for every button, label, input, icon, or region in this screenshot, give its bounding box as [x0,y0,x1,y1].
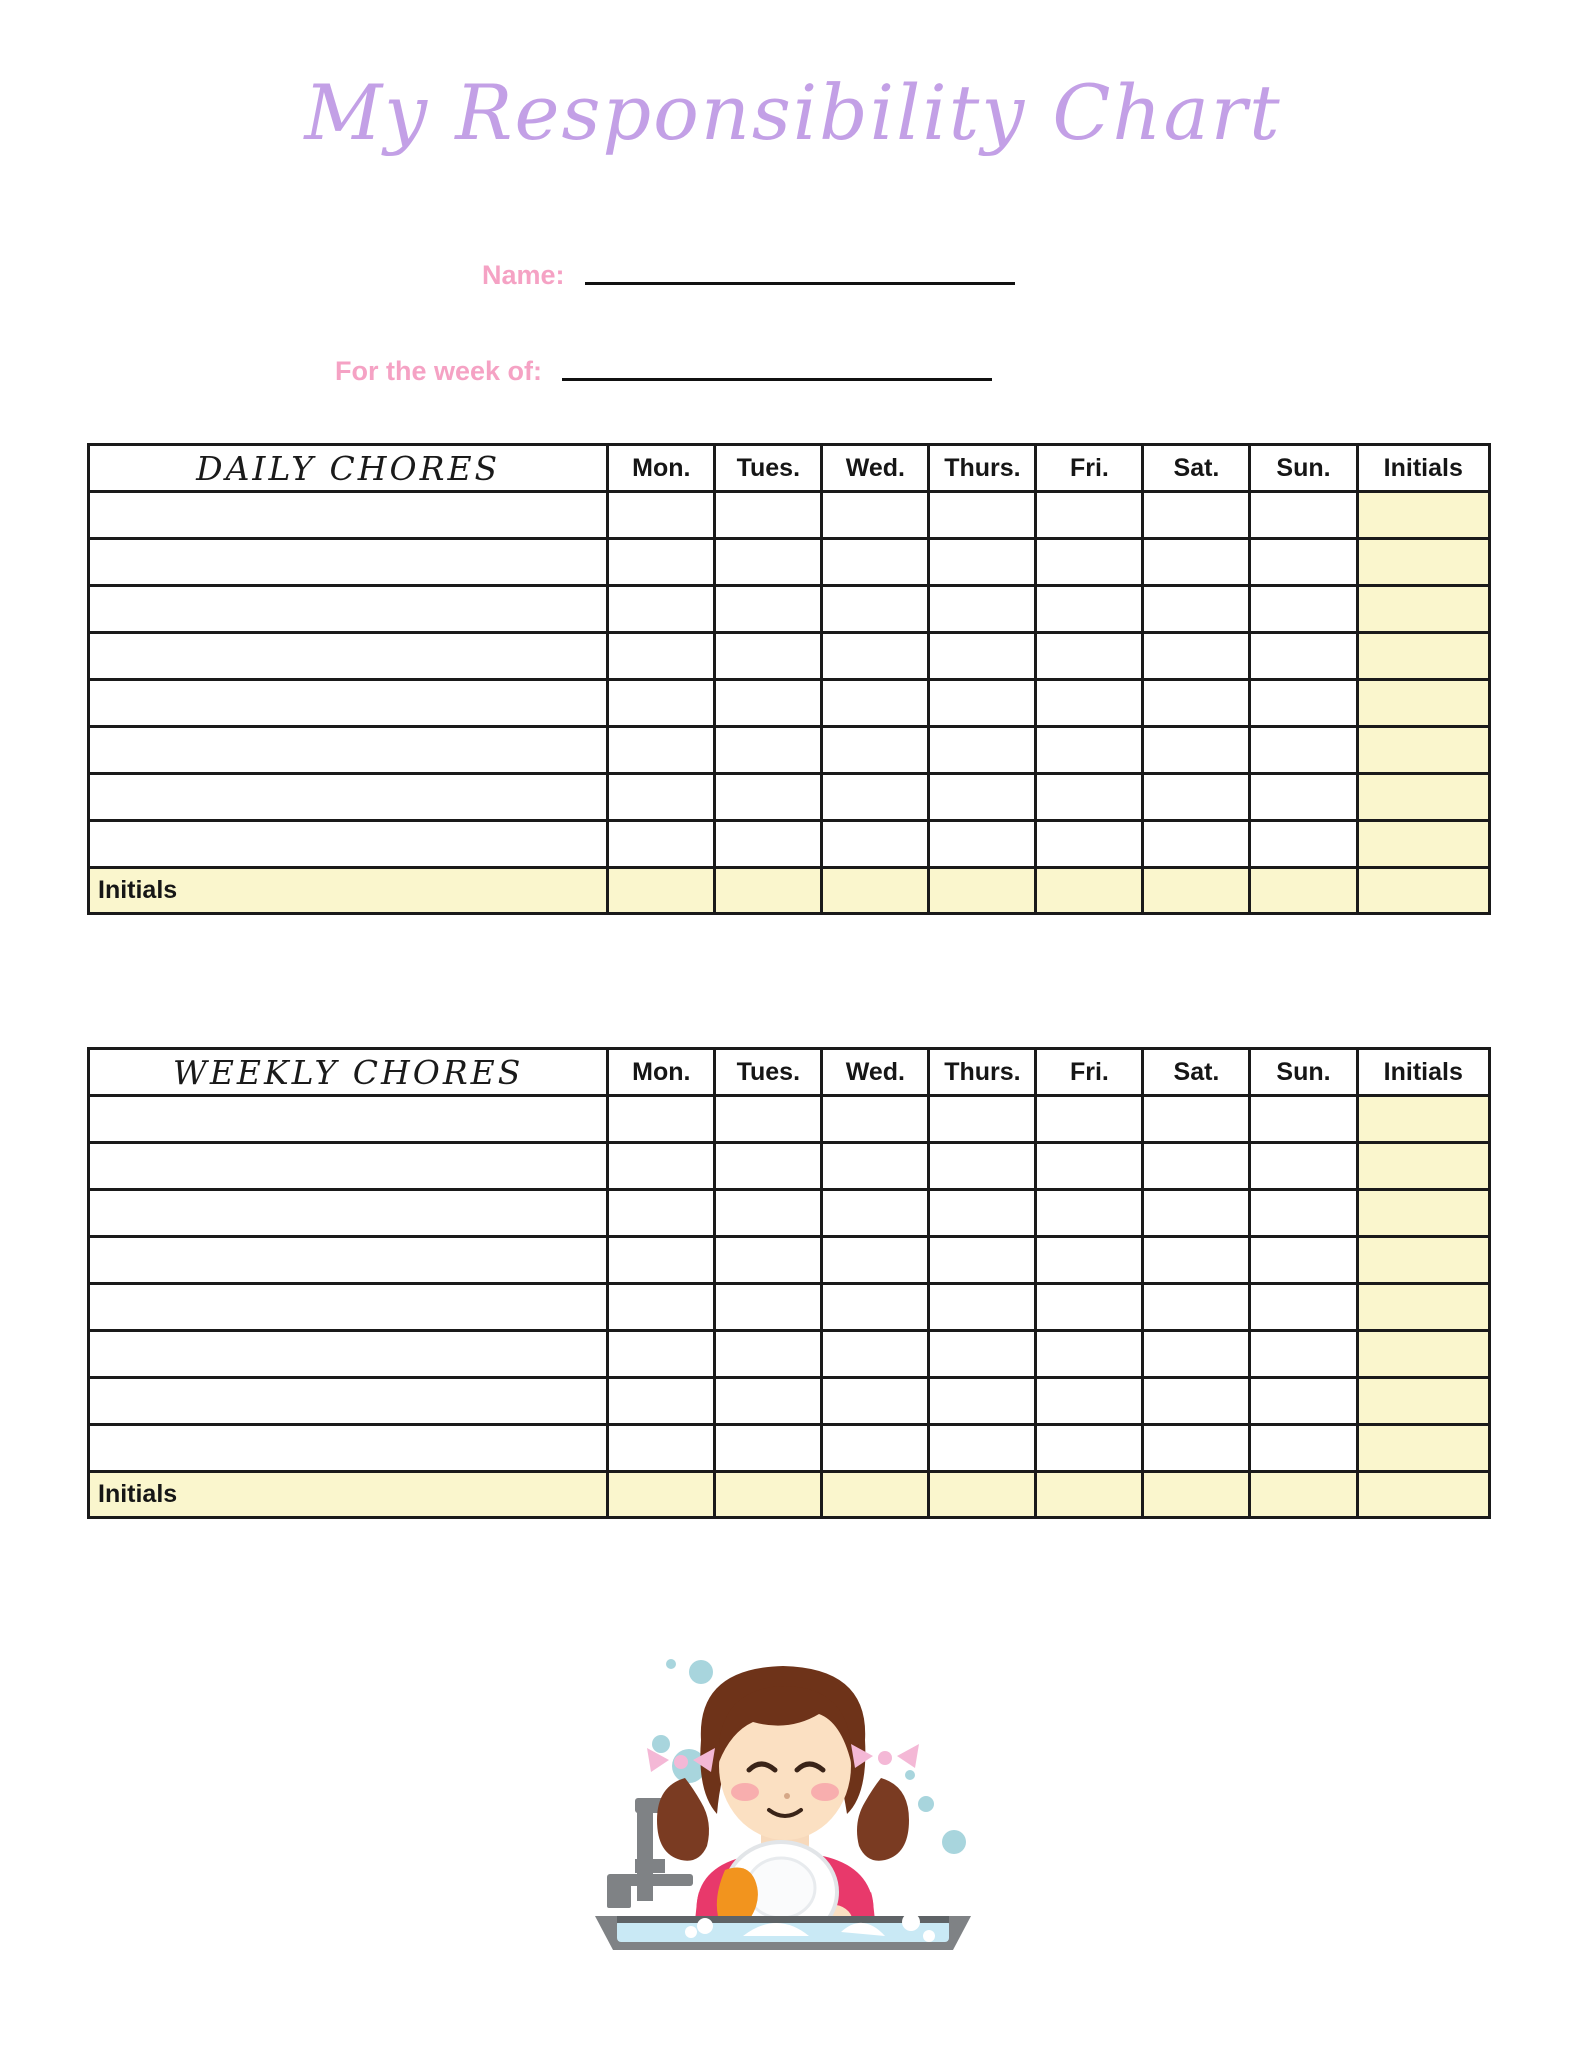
day-cell-fri[interactable] [1036,1096,1143,1143]
task-cell[interactable] [89,1143,608,1190]
column-header-thurs: Thurs. [929,1049,1036,1096]
column-header-wed: Wed. [822,445,929,492]
column-header-fri: Fri. [1036,445,1143,492]
day-cell-wed[interactable] [822,1190,929,1237]
column-header-thurs: Thurs. [929,445,1036,492]
table-row [89,1425,1490,1472]
day-cell-wed[interactable] [822,492,929,539]
day-cell-sun[interactable] [1250,633,1357,680]
initials-cell[interactable] [1357,1378,1490,1425]
day-cell-tues[interactable] [715,680,822,727]
week-of-label: For the week of: [335,356,543,386]
day-cell-sun[interactable] [1250,680,1357,727]
initials-day-cell-thurs[interactable] [929,1472,1036,1518]
task-cell[interactable] [89,1425,608,1472]
task-cell[interactable] [89,727,608,774]
day-cell-sat[interactable] [1143,1143,1250,1190]
day-cell-thurs[interactable] [929,680,1036,727]
day-cell-thurs[interactable] [929,727,1036,774]
day-cell-fri[interactable] [1036,774,1143,821]
task-cell[interactable] [89,492,608,539]
day-cell-thurs[interactable] [929,539,1036,586]
table-row [89,1190,1490,1237]
task-cell[interactable] [89,1284,608,1331]
initials-day-cell-tues[interactable] [715,1472,822,1518]
day-cell-wed[interactable] [822,1143,929,1190]
left-pigtail [657,1778,709,1861]
day-cell-thurs[interactable] [929,1096,1036,1143]
day-cell-sun[interactable] [1250,1190,1357,1237]
day-cell-thurs[interactable] [929,1190,1036,1237]
day-cell-sat[interactable] [1143,586,1250,633]
day-cell-sat[interactable] [1143,633,1250,680]
day-cell-thurs[interactable] [929,492,1036,539]
initials-cell[interactable] [1357,1143,1490,1190]
day-cell-fri[interactable] [1036,1378,1143,1425]
initials-cell[interactable] [1357,586,1490,633]
day-cell-tues[interactable] [715,1190,822,1237]
day-cell-mon[interactable] [608,821,715,868]
day-cell-fri[interactable] [1036,680,1143,727]
initials-day-cell-wed[interactable] [822,868,929,914]
initials-day-cell-sun[interactable] [1250,1472,1357,1518]
day-cell-sun[interactable] [1250,539,1357,586]
day-cell-mon[interactable] [608,680,715,727]
initials-cell[interactable] [1357,1190,1490,1237]
day-cell-tues[interactable] [715,1331,822,1378]
table-row [89,492,1490,539]
initials-cell[interactable] [1357,821,1490,868]
day-cell-mon[interactable] [608,774,715,821]
day-cell-fri[interactable] [1036,1331,1143,1378]
day-cell-wed[interactable] [822,586,929,633]
day-cell-mon[interactable] [608,1378,715,1425]
day-cell-mon[interactable] [608,1425,715,1472]
day-cell-thurs[interactable] [929,633,1036,680]
initials-day-cell-thurs[interactable] [929,868,1036,914]
day-cell-sun[interactable] [1250,492,1357,539]
task-cell[interactable] [89,1190,608,1237]
day-cell-sat[interactable] [1143,1096,1250,1143]
day-cell-sun[interactable] [1250,1096,1357,1143]
task-cell[interactable] [89,1331,608,1378]
column-header-mon: Mon. [608,445,715,492]
day-cell-fri[interactable] [1036,586,1143,633]
initials-cell[interactable] [1357,727,1490,774]
table-row [89,821,1490,868]
day-cell-mon[interactable] [608,727,715,774]
day-cell-tues[interactable] [715,1096,822,1143]
day-cell-thurs[interactable] [929,1378,1036,1425]
task-cell[interactable] [89,586,608,633]
initials-cell[interactable] [1357,774,1490,821]
day-cell-mon[interactable] [608,1096,715,1143]
day-cell-mon[interactable] [608,1143,715,1190]
day-cell-sat[interactable] [1143,1378,1250,1425]
table-header-row [89,1049,1490,1096]
day-cell-thurs[interactable] [929,1331,1036,1378]
initials-day-cell-mon[interactable] [608,868,715,914]
task-cell[interactable] [89,1237,608,1284]
day-cell-thurs[interactable] [929,586,1036,633]
column-header-initials: Initials [1357,445,1490,492]
day-cell-mon[interactable] [608,1237,715,1284]
day-cell-tues[interactable] [715,774,822,821]
column-header-tues: Tues. [715,1049,822,1096]
day-cell-sat[interactable] [1143,1331,1250,1378]
day-cell-wed[interactable] [822,633,929,680]
daily-chores-title: DAILY CHORES [89,445,608,492]
initials-day-cell-sat[interactable] [1143,1472,1250,1518]
day-cell-wed[interactable] [822,727,929,774]
day-cell-fri[interactable] [1036,821,1143,868]
table-row [89,1284,1490,1331]
column-header-wed: Wed. [822,1049,929,1096]
day-cell-sun[interactable] [1250,1378,1357,1425]
name-field-row [0,262,1586,289]
initials-cell[interactable] [1357,1331,1490,1378]
daily-chores-body [89,492,1490,914]
day-cell-sat[interactable] [1143,680,1250,727]
table-row [89,1237,1490,1284]
initials-summary-cell[interactable] [1357,868,1490,914]
day-cell-tues[interactable] [715,1237,822,1284]
task-cell[interactable] [89,633,608,680]
task-cell[interactable] [89,774,608,821]
column-header-sat: Sat. [1143,445,1250,492]
column-header-sun: Sun. [1250,445,1357,492]
day-cell-mon[interactable] [608,633,715,680]
day-cell-wed[interactable] [822,680,929,727]
day-cell-tues[interactable] [715,1425,822,1472]
initials-day-cell-sun[interactable] [1250,868,1357,914]
day-cell-sat[interactable] [1143,821,1250,868]
weekly-chores-title: WEEKLY CHORES [89,1049,608,1096]
day-cell-sat[interactable] [1143,539,1250,586]
day-cell-sun[interactable] [1250,1237,1357,1284]
day-cell-thurs[interactable] [929,774,1036,821]
initials-day-cell-wed[interactable] [822,1472,929,1518]
day-cell-wed[interactable] [822,1096,929,1143]
day-cell-fri[interactable] [1036,727,1143,774]
weekly-chores-table [87,1047,1491,1519]
day-cell-sun[interactable] [1250,586,1357,633]
day-cell-fri[interactable] [1036,492,1143,539]
daily-chores-table [87,443,1491,915]
day-cell-mon[interactable] [608,1331,715,1378]
day-cell-sun[interactable] [1250,1331,1357,1378]
right-pigtail [857,1778,909,1861]
initials-day-cell-mon[interactable] [608,1472,715,1518]
day-cell-wed[interactable] [822,821,929,868]
table-row [89,539,1490,586]
day-cell-sun[interactable] [1250,1425,1357,1472]
day-cell-fri[interactable] [1036,1143,1143,1190]
initials-cell[interactable] [1357,1237,1490,1284]
day-cell-sun[interactable] [1250,1143,1357,1190]
day-cell-wed[interactable] [822,1284,929,1331]
week-of-field-row [0,358,1586,385]
initials-cell[interactable] [1357,633,1490,680]
day-cell-tues[interactable] [715,1378,822,1425]
day-cell-wed[interactable] [822,774,929,821]
task-cell[interactable] [89,821,608,868]
day-cell-tues[interactable] [715,586,822,633]
initials-cell[interactable] [1357,1096,1490,1143]
task-cell[interactable] [89,1096,608,1143]
task-cell[interactable] [89,539,608,586]
day-cell-thurs[interactable] [929,1284,1036,1331]
day-cell-mon[interactable] [608,586,715,633]
initials-summary-row [89,1472,1490,1518]
right-cheek [811,1783,839,1801]
day-cell-thurs[interactable] [929,821,1036,868]
day-cell-thurs[interactable] [929,1143,1036,1190]
day-cell-sat[interactable] [1143,774,1250,821]
task-cell[interactable] [89,1378,608,1425]
column-header-tues: Tues. [715,445,822,492]
column-header-sun: Sun. [1250,1049,1357,1096]
day-cell-thurs[interactable] [929,1237,1036,1284]
table-row [89,1378,1490,1425]
column-header-fri: Fri. [1036,1049,1143,1096]
day-cell-fri[interactable] [1036,1425,1143,1472]
initials-cell[interactable] [1357,1425,1490,1472]
day-cell-sat[interactable] [1143,492,1250,539]
initials-cell[interactable] [1357,539,1490,586]
initials-day-cell-fri[interactable] [1036,868,1143,914]
initials-day-cell-tues[interactable] [715,868,822,914]
initials-summary-cell[interactable] [1357,1472,1490,1518]
table-row [89,774,1490,821]
initials-row-label: Initials [89,1472,608,1518]
day-cell-wed[interactable] [822,1237,929,1284]
day-cell-sun[interactable] [1250,1284,1357,1331]
table-row [89,1143,1490,1190]
day-cell-sat[interactable] [1143,1190,1250,1237]
initials-cell[interactable] [1357,1284,1490,1331]
day-cell-sun[interactable] [1250,774,1357,821]
day-cell-fri[interactable] [1036,633,1143,680]
day-cell-wed[interactable] [822,1378,929,1425]
initials-day-cell-sat[interactable] [1143,868,1250,914]
day-cell-tues[interactable] [715,492,822,539]
initials-cell[interactable] [1357,680,1490,727]
day-cell-wed[interactable] [822,1331,929,1378]
day-cell-fri[interactable] [1036,1284,1143,1331]
name-label: Name: [482,260,565,290]
day-cell-tues[interactable] [715,727,822,774]
column-header-initials: Initials [1357,1049,1490,1096]
day-cell-sun[interactable] [1250,821,1357,868]
day-cell-mon[interactable] [608,1284,715,1331]
nose [784,1793,790,1799]
initials-cell[interactable] [1357,492,1490,539]
day-cell-wed[interactable] [822,539,929,586]
table-row [89,727,1490,774]
week-of-input-line[interactable] [562,377,992,381]
day-cell-sat[interactable] [1143,1284,1250,1331]
day-cell-tues[interactable] [715,1143,822,1190]
day-cell-sat[interactable] [1143,1425,1250,1472]
weekly-chores-body [89,1096,1490,1518]
table-row [89,586,1490,633]
day-cell-mon[interactable] [608,492,715,539]
initials-day-cell-fri[interactable] [1036,1472,1143,1518]
day-cell-tues[interactable] [715,539,822,586]
initials-row-label: Initials [89,868,608,914]
girl-washing-dishes-illustration [573,1620,993,1950]
day-cell-mon[interactable] [608,539,715,586]
name-input-line[interactable] [585,281,1015,285]
day-cell-sun[interactable] [1250,727,1357,774]
day-cell-tues[interactable] [715,633,822,680]
day-cell-sat[interactable] [1143,727,1250,774]
table-row [89,680,1490,727]
day-cell-sat[interactable] [1143,1237,1250,1284]
day-cell-tues[interactable] [715,821,822,868]
table-row [89,1096,1490,1143]
task-cell[interactable] [89,680,608,727]
table-row [89,633,1490,680]
initials-summary-row [89,868,1490,914]
sink [595,1913,971,1950]
day-cell-mon[interactable] [608,1190,715,1237]
day-cell-tues[interactable] [715,1284,822,1331]
table-row [89,1331,1490,1378]
day-cell-thurs[interactable] [929,1425,1036,1472]
day-cell-fri[interactable] [1036,1237,1143,1284]
day-cell-wed[interactable] [822,1425,929,1472]
day-cell-fri[interactable] [1036,539,1143,586]
column-header-sat: Sat. [1143,1049,1250,1096]
day-cell-fri[interactable] [1036,1190,1143,1237]
table-header-row [89,445,1490,492]
left-cheek [731,1783,759,1801]
column-header-mon: Mon. [608,1049,715,1096]
page-title: My Responsibility Chart [304,68,1282,157]
